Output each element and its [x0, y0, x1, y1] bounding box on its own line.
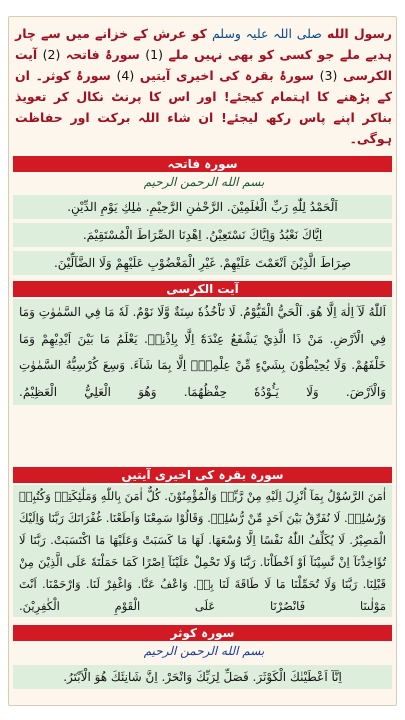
ayah-line: اِيَّاكَ نَعْبُدُ وَاِيَّاكَ نَسْتَعِيْنُ. اِهْدِنَا الصِّرَاطَ الْمُسْتَقِيْمَ.	[13, 223, 392, 247]
ayah-line: صِرَاطَ الَّذِيْنَ اَنْعَمْتَ عَلَيْهِمْ. غَيْرِ الْمَغْضُوْبِ عَلَيْهِمْ وَلَا الضَّآلِّيْنَ.	[13, 251, 392, 275]
ayah-line: اِنَّآ اَعْطَيْنٰكَ الْكَوْثَرَ. فَصَلِّ لِرَبِّكَ وَانْحَرْ. اِنَّ شَانِئَكَ هُوَ الْاَبْتَرُ.	[13, 665, 392, 689]
saw-calligraphy: صلی اللہ علیہ وسلم	[211, 26, 322, 41]
section-title-kursi: آیت الکرسی	[13, 281, 392, 297]
intro-text: سورۂ بقرہ کی اخیری آیتیں	[134, 68, 320, 83]
section-title-fatiha: سورہ فاتحہ	[13, 156, 392, 172]
intro-paragraph	[15, 23, 392, 149]
intro-text: سورۂ فاتحہ	[60, 47, 146, 62]
baqarah-text: اٰمَنَ الرَّسُوْلُ بِمَآ اُنْزِلَ اِلَيْهِ مِنْ رَّبِّهٖ وَالْمُؤْمِنُوْنَ. كُلٌّ اٰمَنَ بِاللّٰهِ وَمَلٰٓئِكَتِهٖ وَكُتُبِهٖ وَرُسُلِهٖ. لَا نُفَرِّقُ بَيْنَ اَحَدٍ مِّنْ رُّسُلِهٖ. وَقَالُوْا سَمِعْنَا وَاَطَعْنَا. غُفْرَانَكَ رَبَّنَا وَاِلَيْكَ الْمَصِيْرُ. لَا يُكَلِّفُ اللّٰهُ نَفْسًا اِلَّا وُسْعَهَا. لَهَا مَا كَسَبَتْ وَعَلَيْهَا مَا اكْتَسَبَتْ. رَبَّنَا لَا تُؤَاخِذْنَآ اِنْ نَّسِيْنَآ اَوْ اَخْطَاْنَا. رَبَّنَا وَلَا تَحْمِلْ عَلَيْنَآ اِصْرًا كَمَا حَمَلْتَهٗ عَلَى الَّذِيْنَ مِنْ قَبْلِنَا. رَبَّنَا وَلَا تُحَمِّلْنَا مَا لَا طَاقَةَ لَنَا بِهٖ. وَاعْفُ عَنَّا. وَاغْفِرْ لَنَا. وَارْحَمْنَا. اَنْتَ مَوْلٰىنَا فَانْصُرْنَا عَلَى الْقَوْمِ الْكٰفِرِيْنَ.	[13, 485, 392, 617]
card	[8, 16, 397, 706]
ayah-line: اَلْحَمْدُ لِلّٰهِ رَبِّ الْعٰلَمِيْنَ. الرَّحْمٰنِ الرَّحِيْمِ. مٰلِكِ يَوْمِ الدِّيْنِ.	[13, 195, 392, 219]
ayat-kursi-text: اَللّٰهُ لَآ اِلٰهَ اِلَّا هُوَ. اَلْحَيُّ الْقَيُّوْمُ. لَا تَاْخُذُهٗ سِنَةٌ وَّلَا نَوْمٌ. لَهٗ مَا فِي السَّمٰوٰتِ وَمَا فِي الْاَرْضِ. مَنْ ذَا الَّذِيْ يَشْفَعُ عِنْدَهٗٓ اِلَّا بِاِذْنِهٖ. يَعْلَمُ مَا بَيْنَ اَيْدِيْهِمْ وَمَا خَلْفَهُمْ. وَلَا يُحِيْطُوْنَ بِشَيْءٍ مِّنْ عِلْمِهٖٓ اِلَّا بِمَا شَآءَ. وَسِعَ كُرْسِيُّهُ السَّمٰوٰتِ وَالْاَرْضَ. وَلَا يَـُٔوْدُهٗ حِفْظُهُمَا. وَهُوَ الْعَلِيُّ الْعَظِيْمُ.	[13, 299, 392, 405]
bismillah-calligraphy: بسم الله الرحمن الرحيم	[143, 175, 265, 189]
intro-text: رسول الله	[321, 26, 392, 41]
intro-text: سورۂ کوثر۔ ان کے پڑھنے کا اہتمام کیجئے! اور اس کا پرنٹ نکال کر تعویذ بناکر اپنے پاس رکھ لیجئے! ان شاء اللہ برکت اور حفاظت ہوگی۔	[15, 68, 392, 146]
number-3: (3)	[319, 68, 338, 83]
section-title-baqarah: سورہ بقرہ کی اخیری آیتیں	[13, 467, 392, 483]
number-1: (1)	[145, 47, 164, 62]
number-2: (2)	[42, 47, 61, 62]
intro-text: کو عرش کے خزانے میں سے چار ہدیے ملے جو کسی کو بھی نہیں ملے	[15, 26, 392, 62]
bismillah-calligraphy: بسم الله الرحمن الرحيم	[143, 644, 265, 658]
section-title-kawthar: سورہ کوثر	[13, 625, 392, 641]
intro-text: آیت الکرسی	[15, 47, 393, 83]
number-4: (4)	[116, 68, 135, 83]
